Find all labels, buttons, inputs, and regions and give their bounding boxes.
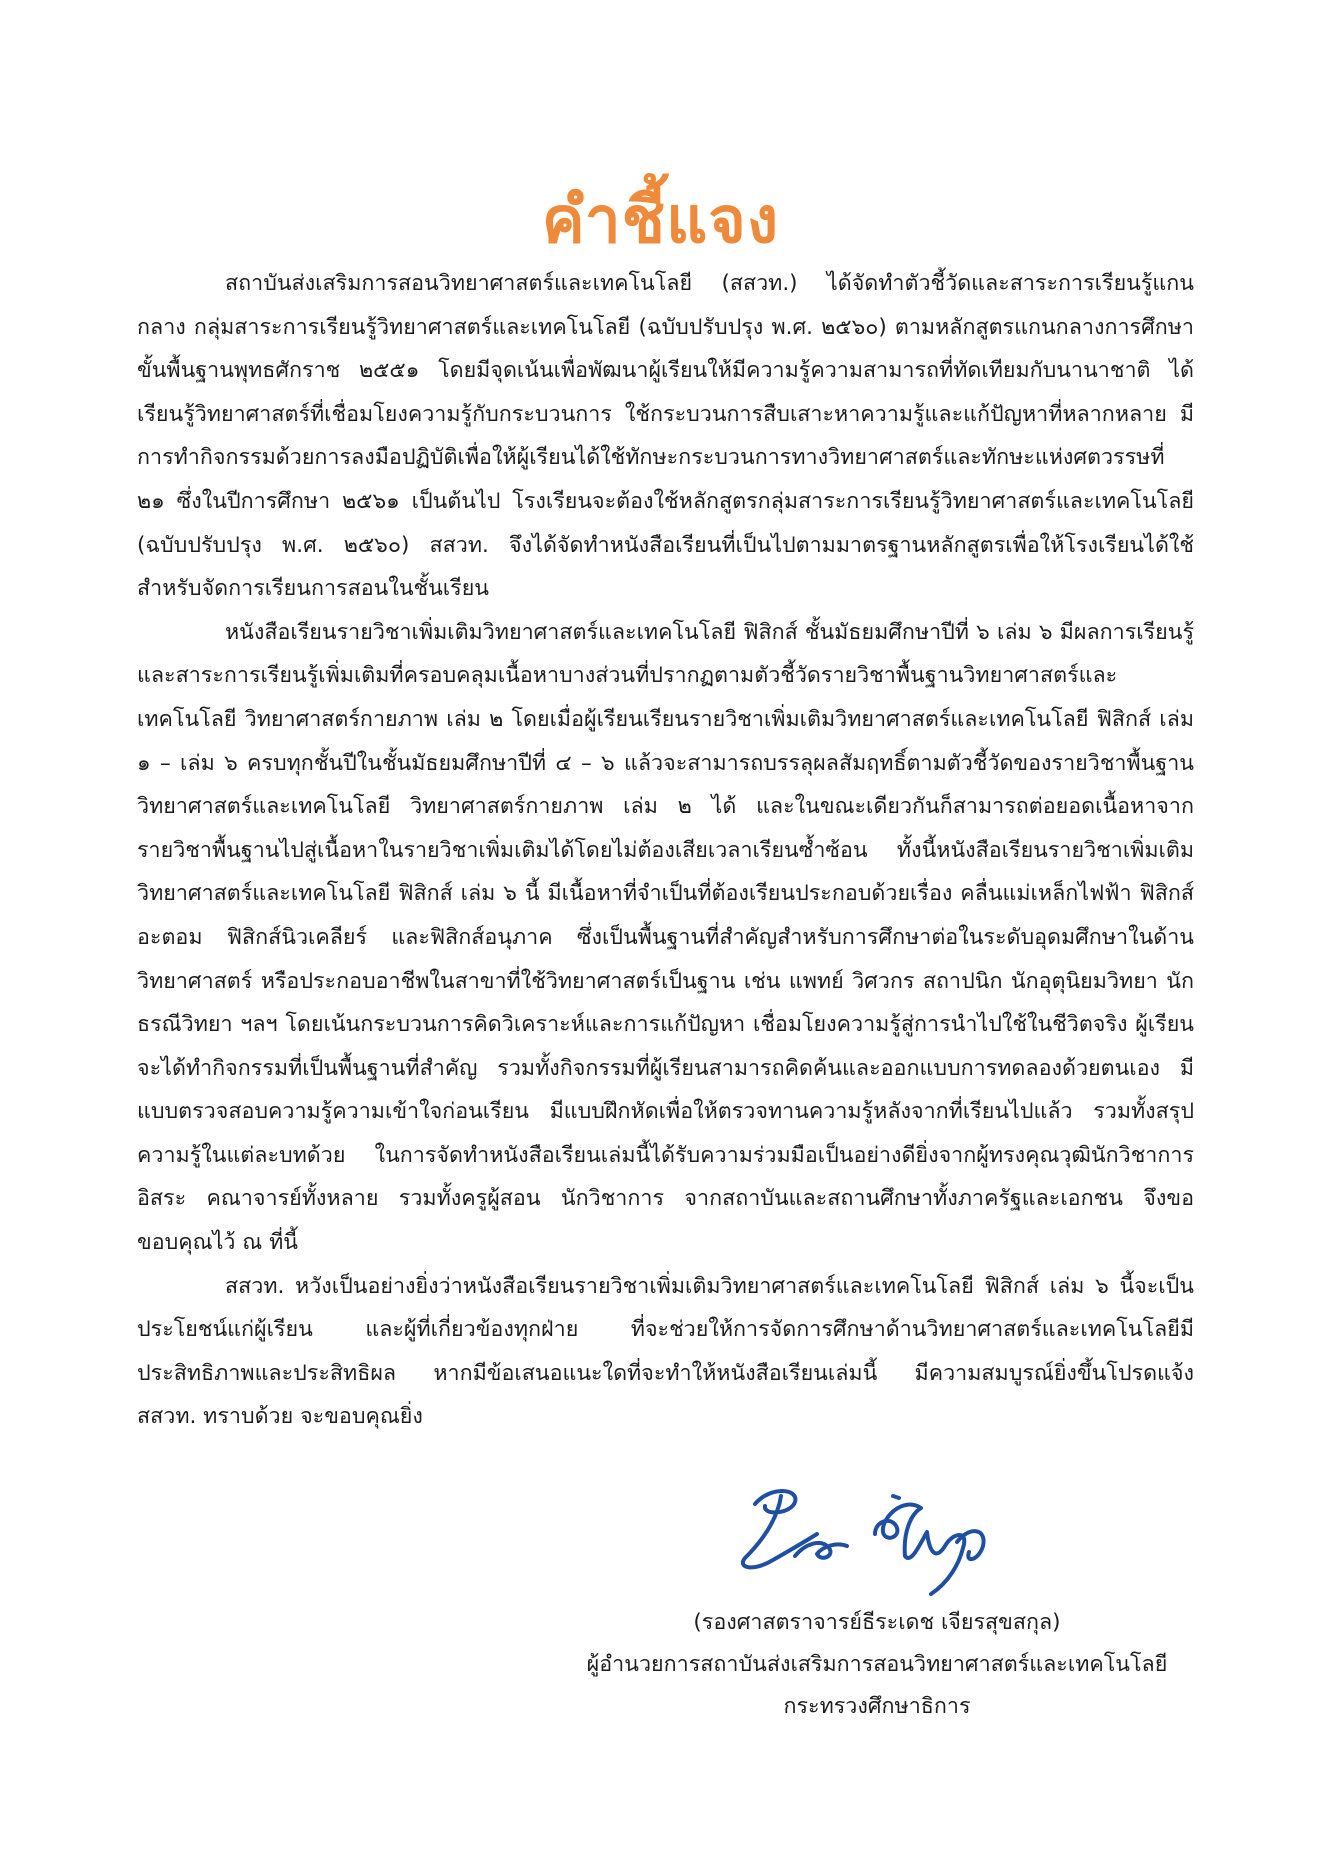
body-text xyxy=(137,262,1194,1439)
paragraph-closing: สสวท. หวังเป็นอย่างยิ่งว่าหนังสือเรียนรายวิชาเพิ่มเติมวิทยาศาสตร์และเทคโนโลยี ฟิสิกส์ เล่ม ๖ นี้จะเป็นประโยชน์แก่ผู้เรียน และผู้ที่เกี่ยวข้องทุกฝ่าย ที่จะช่วยให้การจัดการศึกษาด้านวิทยาศาสตร์และเทคโนโลยีมีประสิทธิภาพและประสิทธิผล หากมีข้อเสนอแนะใดที่จะทำให้หนังสือเรียนเล่มนี้ มีความสมบูรณ์ยิ่งขึ้นโปรดแจ้ง สสวท. ทราบด้วย จะขอบคุณยิ่ง xyxy=(137,1273,1194,1430)
signatory-ministry: กระทรวงศึกษาธิการ xyxy=(783,1694,971,1719)
paragraph-book-description: หนังสือเรียนรายวิชาเพิ่มเติมวิทยาศาสตร์และเทคโนโลยี ฟิสิกส์ ชั้นมัธยมศึกษาปีที่ ๖ เล่ม ๖ มีผลการเรียนรู้และสาระการเรียนรู้เพิ่มเติมที่ครอบคลุมเนื้อหาบางส่วนที่ปรากฏตามตัวชี้วัดรายวิชาพื้นฐานวิทยาศาสตร์และเทคโนโลยี วิทยาศาสตร์กายภาพ เล่ม ๒ โดยเมื่อผู้เรียนเรียนรายวิชาเพิ่มเติมวิทยาศาสตร์และเทคโนโลยี ฟิสิกส์ เล่ม ๑ – เล่ม ๖ ครบทุกชั้นปีในชั้นมัธยมศึกษาปีที่ ๔ – ๖ แล้วจะสามารถบรรลุผลสัมฤทธิ์ตามตัวชี้วัดของรายวิชาพื้นฐานวิทยาศาสตร์และเทคโนโลยี วิทยาศาสตร์กายภาพ เล่ม ๒ ได้ และในขณะเดียวกันก็สามารถต่อยอดเนื้อหาจากรายวิชาพื้นฐานไปสู่เนื้อหาในรายวิชาเพิ่มเติมได้โดยไม่ต้องเสียเวลาเรียนซ้ำซ้อน ทั้งนี้หนังสือเรียนรายวิชาเพิ่มเติมวิทยาศาสตร์และเทคโนโลยี ฟิสิกส์ เล่ม ๖ นี้ มีเนื้อหาที่จำเป็นที่ต้องเรียนประกอบด้วยเรื่อง คลื่นแม่เหล็กไฟฟ้า ฟิสิกส์อะตอม ฟิสิกส์นิวเคลียร์ และฟิสิกส์อนุภาค ซึ่งเป็นพื้นฐานที่สำคัญสำหรับการศึกษาต่อในระดับอุดมศึกษาในด้านวิทยาศาสตร์ หรือประกอบอาชีพในสาขาที่ใช้วิทยาศาสตร์เป็นฐาน เช่น แพทย์ วิศวกร สถาปนิก นักอุตุนิยมวิทยา นักธรณีวิทยา ฯลฯ โดยเน้นกระบวนการคิดวิเคราะห์และการแก้ปัญหา เชื่อมโยงความรู้สู่การนำไปใช้ในชีวิตจริง ผู้เรียนจะได้ทำกิจกรรมที่เป็นพื้นฐานที่สำคัญ รวมทั้งกิจกรรมที่ผู้เรียนสามารถคิดค้นและออกแบบการทดลองด้วยตนเอง มีแบบตรวจสอบความรู้ความเข้าใจก่อนเรียน มีแบบฝึกหัดเพื่อให้ตรวจทานความรู้หลังจากที่เรียนไปแล้ว รวมทั้งสรุปความรู้ในแต่ละบทด้วย ในการจัดทำหนังสือเรียนเล่มนี้ได้รับความร่วมมือเป็นอย่างดียิ่งจากผู้ทรงคุณวุฒินักวิชาการอิสระ คณาจารย์ทั้งหลาย รวมทั้งครูผู้สอน นักวิชาการ จากสถาบันและสถานศึกษาทั้งภาครัฐและเอกชน จึงขอขอบคุณไว้ ณ ที่นี้ xyxy=(137,619,1194,1256)
signature-stroke-third xyxy=(875,1505,964,1594)
signatory-name: (รองศาสตราจารย์ธีระเดช เจียรสุขสกุล) xyxy=(693,1610,1061,1635)
signatory-position: ผู้อำนวยการสถาบันส่งเสริมการสอนวิทยาศาสตร์และเทคโนโลยี xyxy=(586,1652,1168,1677)
page-title: คำชี้แจง xyxy=(541,183,780,258)
signature-stroke-second xyxy=(795,1543,847,1558)
paragraph-intro: สถาบันส่งเสริมการสอนวิทยาศาสตร์และเทคโนโลยี (สสวท.) ได้จัดทำตัวชี้วัดและสาระการเรียนรู้แกนกลาง กลุ่มสาระการเรียนรู้วิทยาศาสตร์และเทคโนโลยี (ฉบับปรับปรุง พ.ศ. ๒๕๖๐) ตามหลักสูตรแกนกลางการศึกษาขั้นพื้นฐานพุทธศักราช ๒๕๕๑ โดยมีจุดเน้นเพื่อพัฒนาผู้เรียนให้มีความรู้ความสามารถที่ทัดเทียมกับนานาชาติ ได้เรียนรู้วิทยาศาสตร์ที่เชื่อมโยงความรู้กับกระบวนการ ใช้กระบวนการสืบเสาะหาความรู้และแก้ปัญหาที่หลากหลาย มีการทำกิจกรรมด้วยการลงมือปฏิบัติเพื่อให้ผู้เรียนได้ใช้ทักษะกระบวนการทางวิทยาศาสตร์และทักษะแห่งศตวรรษที่ ๒๑ ซึ่งในปีการศึกษา ๒๕๖๑ เป็นต้นไป โรงเรียนจะต้องใช้หลักสูตรกลุ่มสาระการเรียนรู้วิทยาศาสตร์และเทคโนโลยี (ฉบับปรับปรุง พ.ศ. ๒๕๖๐) สสวท. จึงได้จัดทำหนังสือเรียนที่เป็นไปตามมาตรฐานหลักสูตรเพื่อให้โรงเรียนได้ใช้สำหรับจัดการเรียนการสอนในชั้นเรียน xyxy=(137,271,1194,602)
handwritten-signature xyxy=(725,1472,995,1602)
signatory-block xyxy=(560,1602,1194,1728)
signature-stroke-first xyxy=(743,1491,817,1567)
signature-dot xyxy=(893,1496,899,1498)
